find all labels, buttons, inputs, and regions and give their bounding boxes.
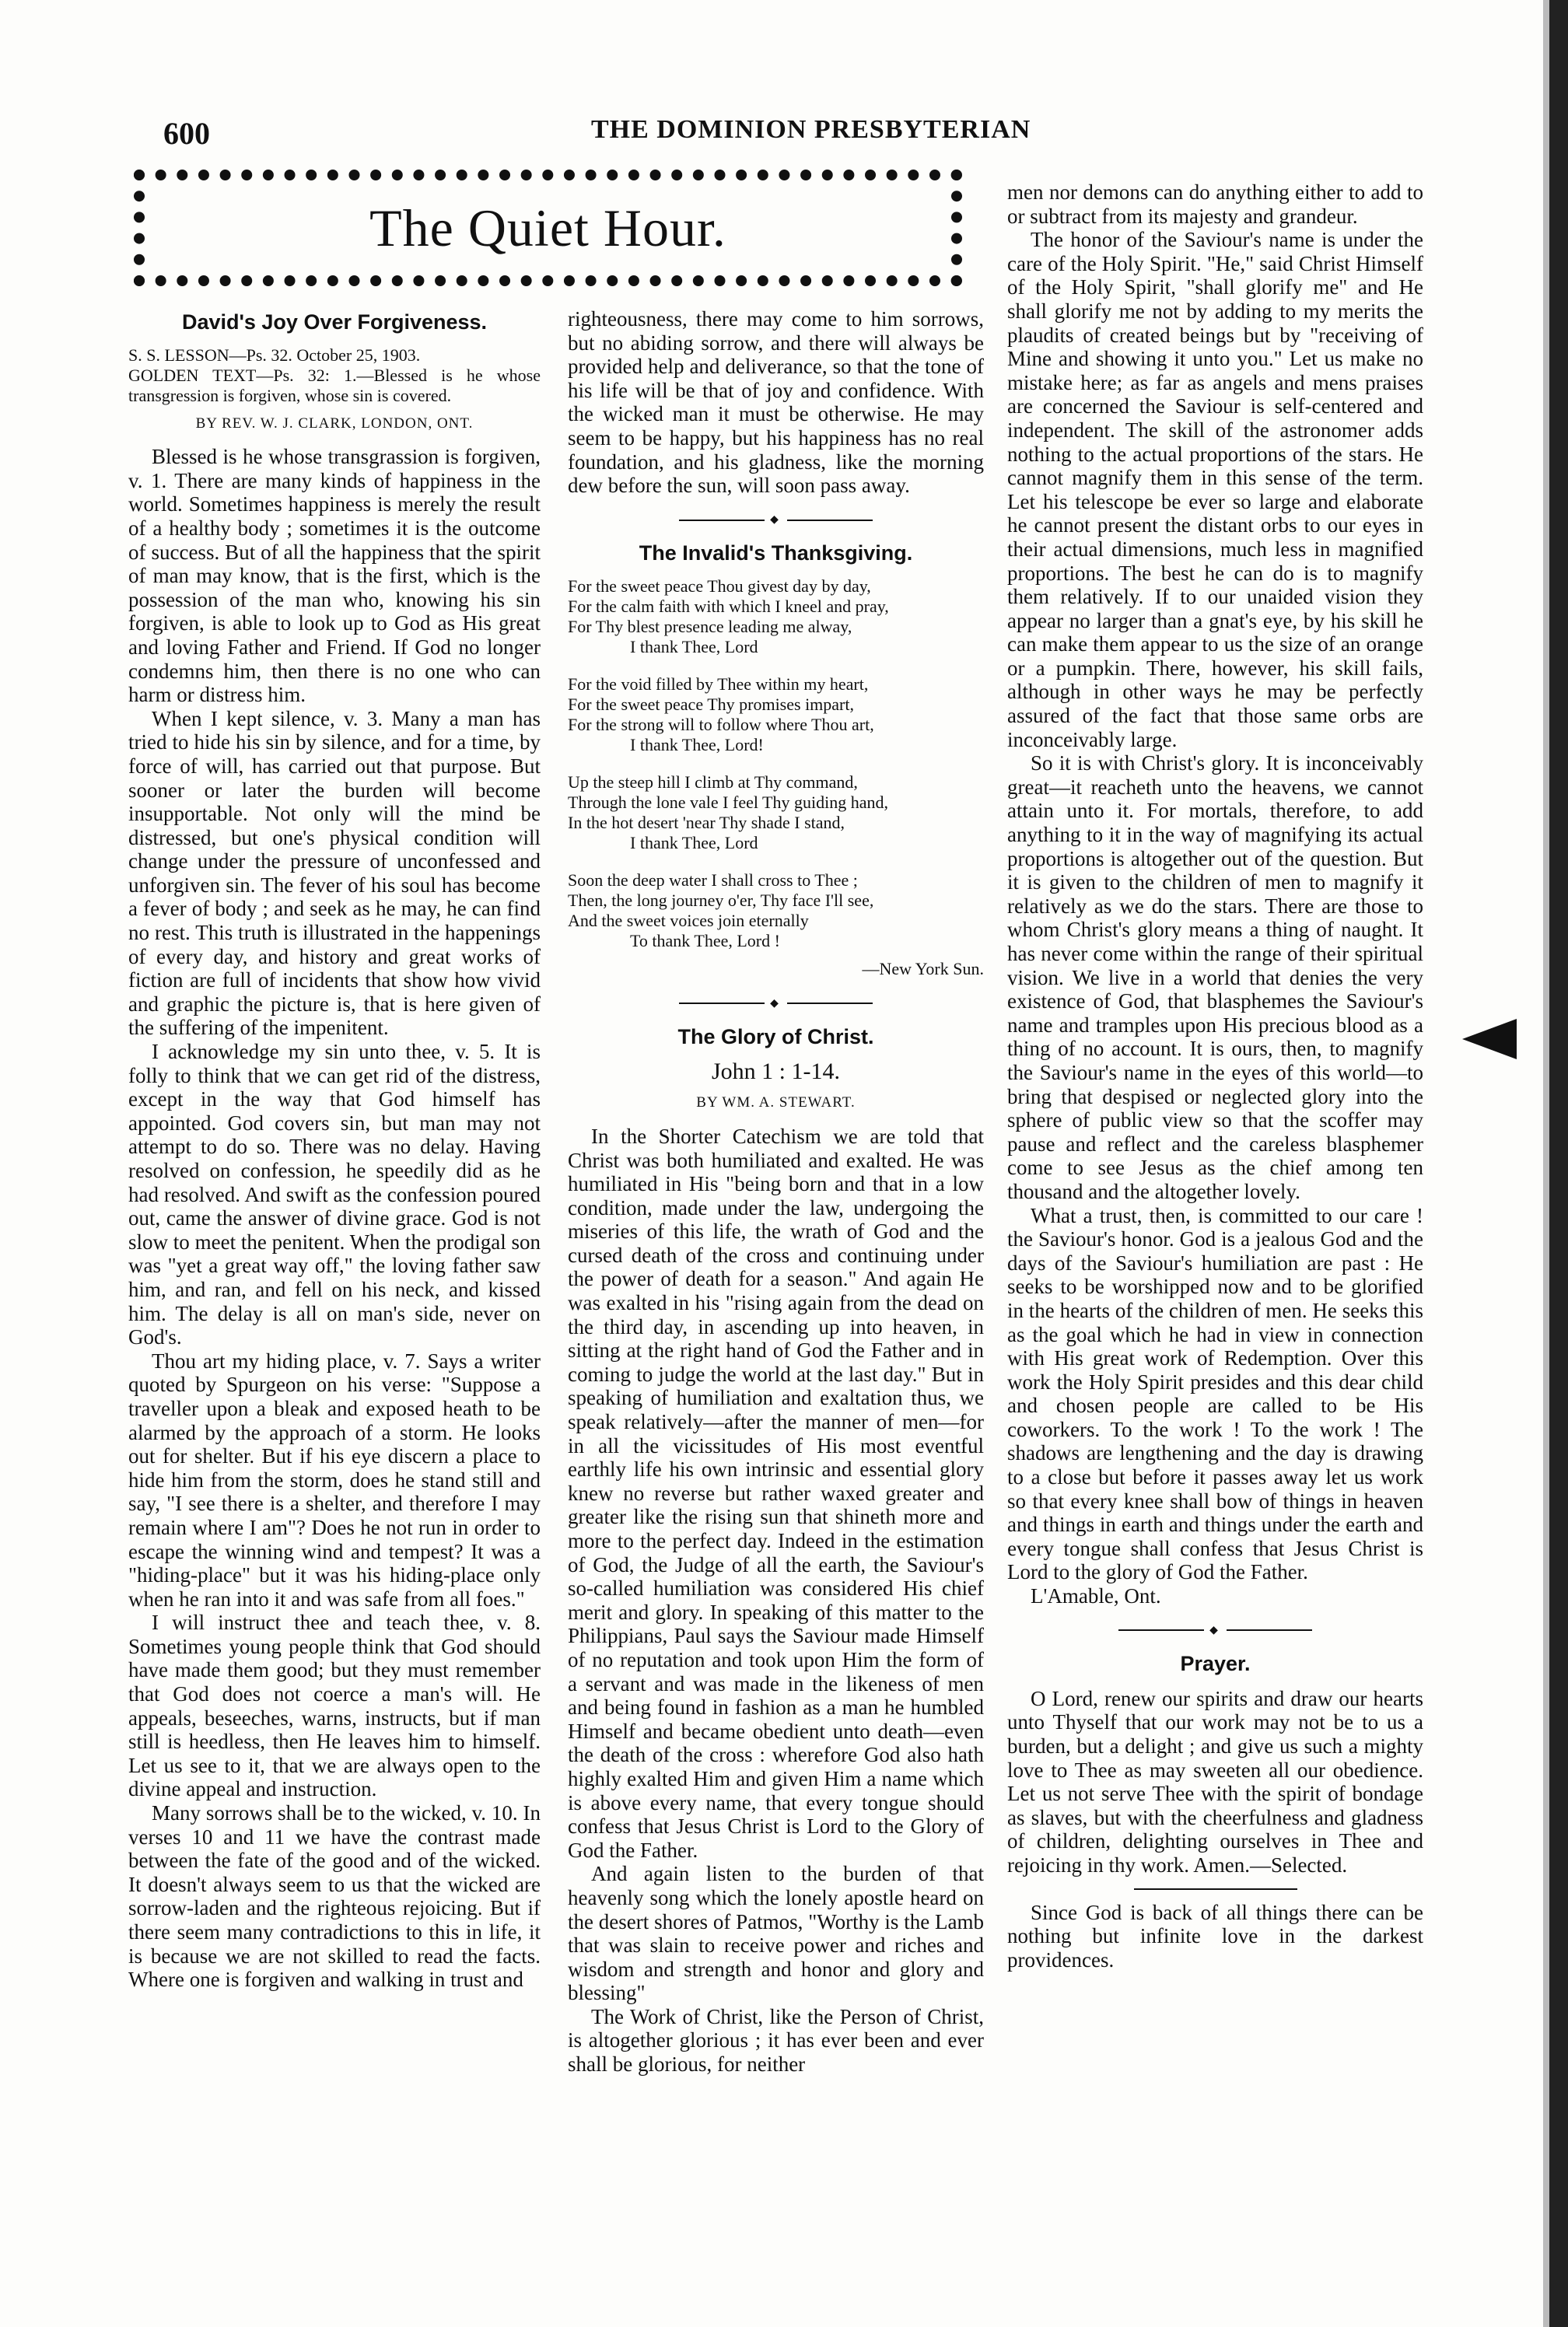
- poem-title: The Invalid's Thanksgiving.: [639, 541, 913, 565]
- poem-line: For the void filled by Thee within my heart,: [568, 674, 869, 694]
- poem-refrain: I thank Thee, Lord: [630, 636, 758, 656]
- column-2: [568, 307, 984, 2077]
- poem-refrain: I thank Thee, Lord: [630, 832, 758, 852]
- article2-paragraph: What a trust, then, is committed to our care ! the Saviour's honor. God is a jealous God and the days of the Saviour's humiliation are past : He seeks to be worshipped now and to be glorified in the hearts of the children of men. He seeks this as the goal which he had in view in connection with His great work of Redemption. Over this work the Holy Spirit presides and this dear child and chosen people are called to be His coworkers. To the work ! To the work ! The shadows are lengthening and the day is drawing to a close but before it passes away let us work so that every knee shall bow of things in heaven and things in earth and things under the earth and every tongue shall confess that Jesus Christ is Lord to the glory of God the Father.: [1007, 1203, 1423, 1584]
- scan-edge: [1549, 0, 1568, 2327]
- poem-refrain: To thank Thee, Lord !: [630, 930, 780, 950]
- poem-line: Then, the long journey o'er, Thy face I'll see,: [568, 890, 874, 910]
- closing-text: Since God is back of all things there can be nothing but infinite love in the darkest providences.: [1007, 1900, 1423, 1972]
- article1-lesson: S. S. LESSON—Ps. 32. October 25, 1903.: [128, 345, 421, 365]
- poem-line: For the sweet peace Thy promises impart,: [568, 694, 854, 714]
- separator-ornament: ◆: [1007, 1619, 1423, 1643]
- article2-paragraph: The Work of Christ, like the Person of Christ, is altogether glorious ; it has ever been and ever shall be glorious, for neither: [568, 2004, 984, 2077]
- article1-paragraph: I acknowledge my sin unto thee, v. 5. It is folly to think that we can get rid of the distress, except in the way that God himself has appointed. God covers sin, but man may not attempt to do so. There was no delay. Having resolved on confession, he speedily did as he had resolved. And swift as the confession poured out, came the answer of divine grace. God is not slow to meet the penitent. When the prodigal son was "yet a great way off," the loving father saw him, and ran, and fell on his neck, and kissed him. The delay is all on man's side, never on God's.: [128, 1040, 541, 1349]
- separator-ornament: ◆: [568, 992, 984, 1017]
- poem-source: —New York Sun.: [862, 958, 984, 978]
- poem-line: Up the steep hill I climb at Thy command,: [568, 772, 858, 792]
- prayer-text: O Lord, renew our spirits and draw our hearts unto Thyself that our work may not be to us a burden, but a delight ; and give us such a mighty love to Thee as may sweeten all our obedience. Let us not serve Thee with the spirit of bondage as slaves, but with the cheerfulness and gladness of children, delighting ourselves in Thee and rejoicing in thy work. Amen.—Selected.: [1007, 1686, 1423, 1877]
- poem-line: For Thy blest presence leading me alway,: [568, 616, 852, 636]
- margin-arrow-mark: [1462, 1019, 1517, 1059]
- poem-line: For the strong will to follow where Thou art,: [568, 714, 874, 734]
- poem-stanza: [568, 772, 984, 853]
- article1-byline: BY REV. W. J. CLARK, LONDON, ONT.: [195, 415, 474, 432]
- poem-line: Through the lone vale I feel Thy guiding hand,: [568, 792, 888, 812]
- article1-title: David's Joy Over Forgiveness.: [181, 310, 488, 334]
- article1-paragraph: Thou art my hiding place, v. 7. Says a writer quoted by Spurgeon on his verse: "Suppose a traveller upon a bleak and exposed heath to be alarmed by the approach of a storm. He looks out for shelter. But if his eye discern a place to hide him from the storm, does he stand still and say, "I see there is a shelter, and therefore I may remain where I am"? Does he not run in order to escape the winning wind and tempest? It was a "hiding-place" but it was his hiding-place only when he ran into it and was safe from all foes.": [128, 1349, 541, 1611]
- poem-line: Soon the deep water I shall cross to Thee ;: [568, 870, 858, 890]
- article2-byline: BY WM. A. STEWART.: [696, 1094, 856, 1111]
- article1-golden-text: GOLDEN TEXT—Ps. 32: 1.—Blessed is he whose transgression is forgiven, whose sin is covered.: [128, 365, 541, 405]
- article2-continuation: men nor demons can do anything either to add to or subtract from its majesty and grandeur.: [1007, 180, 1423, 228]
- article1-paragraph: Many sorrows shall be to the wicked, v. 10. In verses 10 and 11 we have the contrast made between the fate of the good and of the wicked. It doesn't always seem to us that the wicked are sorrow-laden and the righteous rejoicing. But if there seem many contradictions to this in life, it is because we are not skilled to read the facts. Where one is forgiven and walking in trust and: [128, 1801, 541, 1992]
- separator-ornament: ◆: [568, 509, 984, 533]
- poem-stanza: [568, 576, 984, 657]
- article1-continuation: righteousness, there may come to him sorrows, but no abiding sorrow, and there will always be provided help and deliverance, so that the tone of his life will be that of joy and confidence. With the wicked man it must be otherwise. He may seem to be happy, but his happiness has no real foundation, and his gladness, like the morning dew before the sun, will soon pass away.: [568, 307, 984, 498]
- article2-signoff: L'Amable, Ont.: [1031, 1584, 1161, 1608]
- article2-paragraph: So it is with Christ's glory. It is inconceivably great—it reacheth unto the heavens, we cannot attain unto it. For mortals, therefore, to add anything to it in the way of magnifying its actual proportions is altogether out of the question. But it is given to the children of men to magnify it relatively as we do the stars. There are those to whom Christ's glory means a thing of naught. It has never come within the range of their spiritual vision. We live in a world that denies the very existence of God, that blasphemes the Saviour's name and tramples upon His precious blood as a thing of no account. It is ours, then, to magnify the Saviour's name in the eyes of this world—to bring that despised or neglected glory into the sphere of public view so that the scoffer may pause and reflect and the careless blasphemer come to see Jesus as the chief among ten thousand and the altogether lovely.: [1007, 751, 1423, 1203]
- column-3: [1007, 180, 1423, 1972]
- poem-line: For the sweet peace Thou givest day by day,: [568, 576, 871, 596]
- divider-rule: [1134, 1888, 1297, 1890]
- column-1: [128, 307, 541, 1992]
- scan-edge-shadow: [1543, 0, 1549, 2327]
- section-banner: [134, 170, 962, 286]
- section-banner-title: The Quiet Hour.: [369, 198, 726, 257]
- article1-paragraph: I will instruct thee and teach thee, v. 8. Sometimes young people think that God should have made them good; but they must remember that God does not coerce a man's will. He appeals, beseeches, warns, instructs, but if man still is heedless, then He leaves him to himself. Let us see to it, that we are always open to the divine appeal and instruction.: [128, 1611, 541, 1801]
- article1-paragraph: Blessed is he whose transgrassion is forgiven, v. 1. There are many kinds of happiness in the world. Sometimes happiness is merely the result of a healthy body ; sometimes it is the outcome of success. But of all the happiness that the spirit of man may know, that is the first, which is the possession of the man who, knowing his sin forgiven, is able to look up to God as His great and loving Father and Friend. If God no longer condemns him, then there is no one who can harm or distress him.: [128, 445, 541, 707]
- poem-refrain: I thank Thee, Lord!: [630, 734, 764, 754]
- article2-paragraph: The honor of the Saviour's name is under the care of the Holy Spirit. "He," said Christ Himself of the Holy Spirit, "shall glorify me" and He shall glorify me not by adding to my merits the plaudits of created beings but by "receiving of Mine and showing it unto you." Let us make no mistake here; as far as angels and mens praises are concerned the Saviour is self-centered and independent. The skill of the astronomer adds nothing to the actual proportions of the stars. He cannot magnify them in this sense of the term. Let his telescope be ever so large and elaborate he cannot present the distant orbs to our eyes in their actual dimensions, much less in magnified proportions. The best he can do is to magnify them relatively. If to our unaided vision they appear no larger than a gnat's eye, by his skill he can make them appear to us the size of an orange or a pumpkin. There, however, his skill fails, although in other ways he may be perfectly assured of the fact that those same orbs are inconceivably large.: [1007, 228, 1423, 751]
- article1-paragraph: When I kept silence, v. 3. Many a man has tried to hide his sin by silence, and for a time, by force of will, has carried out that purpose. But sooner or later the burden will become insupportable. Not only will the mind be distressed, but one's physical condition will change under the pressure of unconfessed and unforgiven sin. The fever of his soul has become a fever of body ; and seek as he may, he can find no rest. This truth is illustrated in the happenings of every day, and history and great works of fiction are full of incidents that show how vivid and graphic the picture is, that is here given of the suffering of the impenitent.: [128, 706, 541, 1040]
- prayer-title: Prayer.: [1180, 1652, 1251, 1676]
- running-head: THE DOMINION PRESBYTERIAN: [591, 115, 1031, 144]
- article2-paragraph: And again listen to the burden of that heavenly song which the lonely apostle heard on the desert shores of Patmos, "Worthy is the Lamb that was slain to receive power and riches and wisdom and strength and honor and glory and blessing": [568, 1862, 984, 2005]
- article2-title: The Glory of Christ.: [677, 1025, 874, 1049]
- poem-stanza: [568, 870, 984, 951]
- article2-paragraph: In the Shorter Catechism we are told that Christ was both humiliated and exalted. He was humiliated in His "being born and that in a low condition, made under the law, undergoing the miseries of this life, the wrath of God and the cursed death of the cross and continuing under the power of death for a season." And again He was exalted in his "rising again from the dead on the third day, in ascending up into heaven, in sitting at the right hand of God the Father and in coming to judge the world at the last day." But in speaking of humiliation and exaltation thus, we speak relatively—after the manner of men—for in all the vicissitudes of His most eventful earthly life his own intrinsic and essential glory knew no reverse but rather waxed greater and greater like the rising sun that shineth more and more to the perfect day. Indeed in the estimation of God, the Judge of all the earth, the Saviour's so-called humiliation was considered His chief merit and glory. In speaking of this matter to the Philippians, Paul says the Saviour made Himself of no reputation and took upon Him the form of a servant and was made in the likeness of men and being found in fashion as a man he humbled Himself and became obedient unto death—even the death of the cross : wherefore God also hath highly exalted Him and given Him a name which is above every name, that every tongue should confess that Jesus Christ is Lord to the Glory of God the Father.: [568, 1124, 984, 1862]
- page-number: 600: [163, 116, 210, 151]
- poem-line: For the calm faith with which I kneel and pray,: [568, 596, 889, 616]
- poem-line: In the hot desert 'near Thy shade I stand,: [568, 812, 845, 832]
- poem-line: And the sweet voices join eternally: [568, 910, 809, 930]
- article2-reference: John 1 : 1-14.: [712, 1058, 840, 1084]
- poem-stanza: [568, 674, 984, 755]
